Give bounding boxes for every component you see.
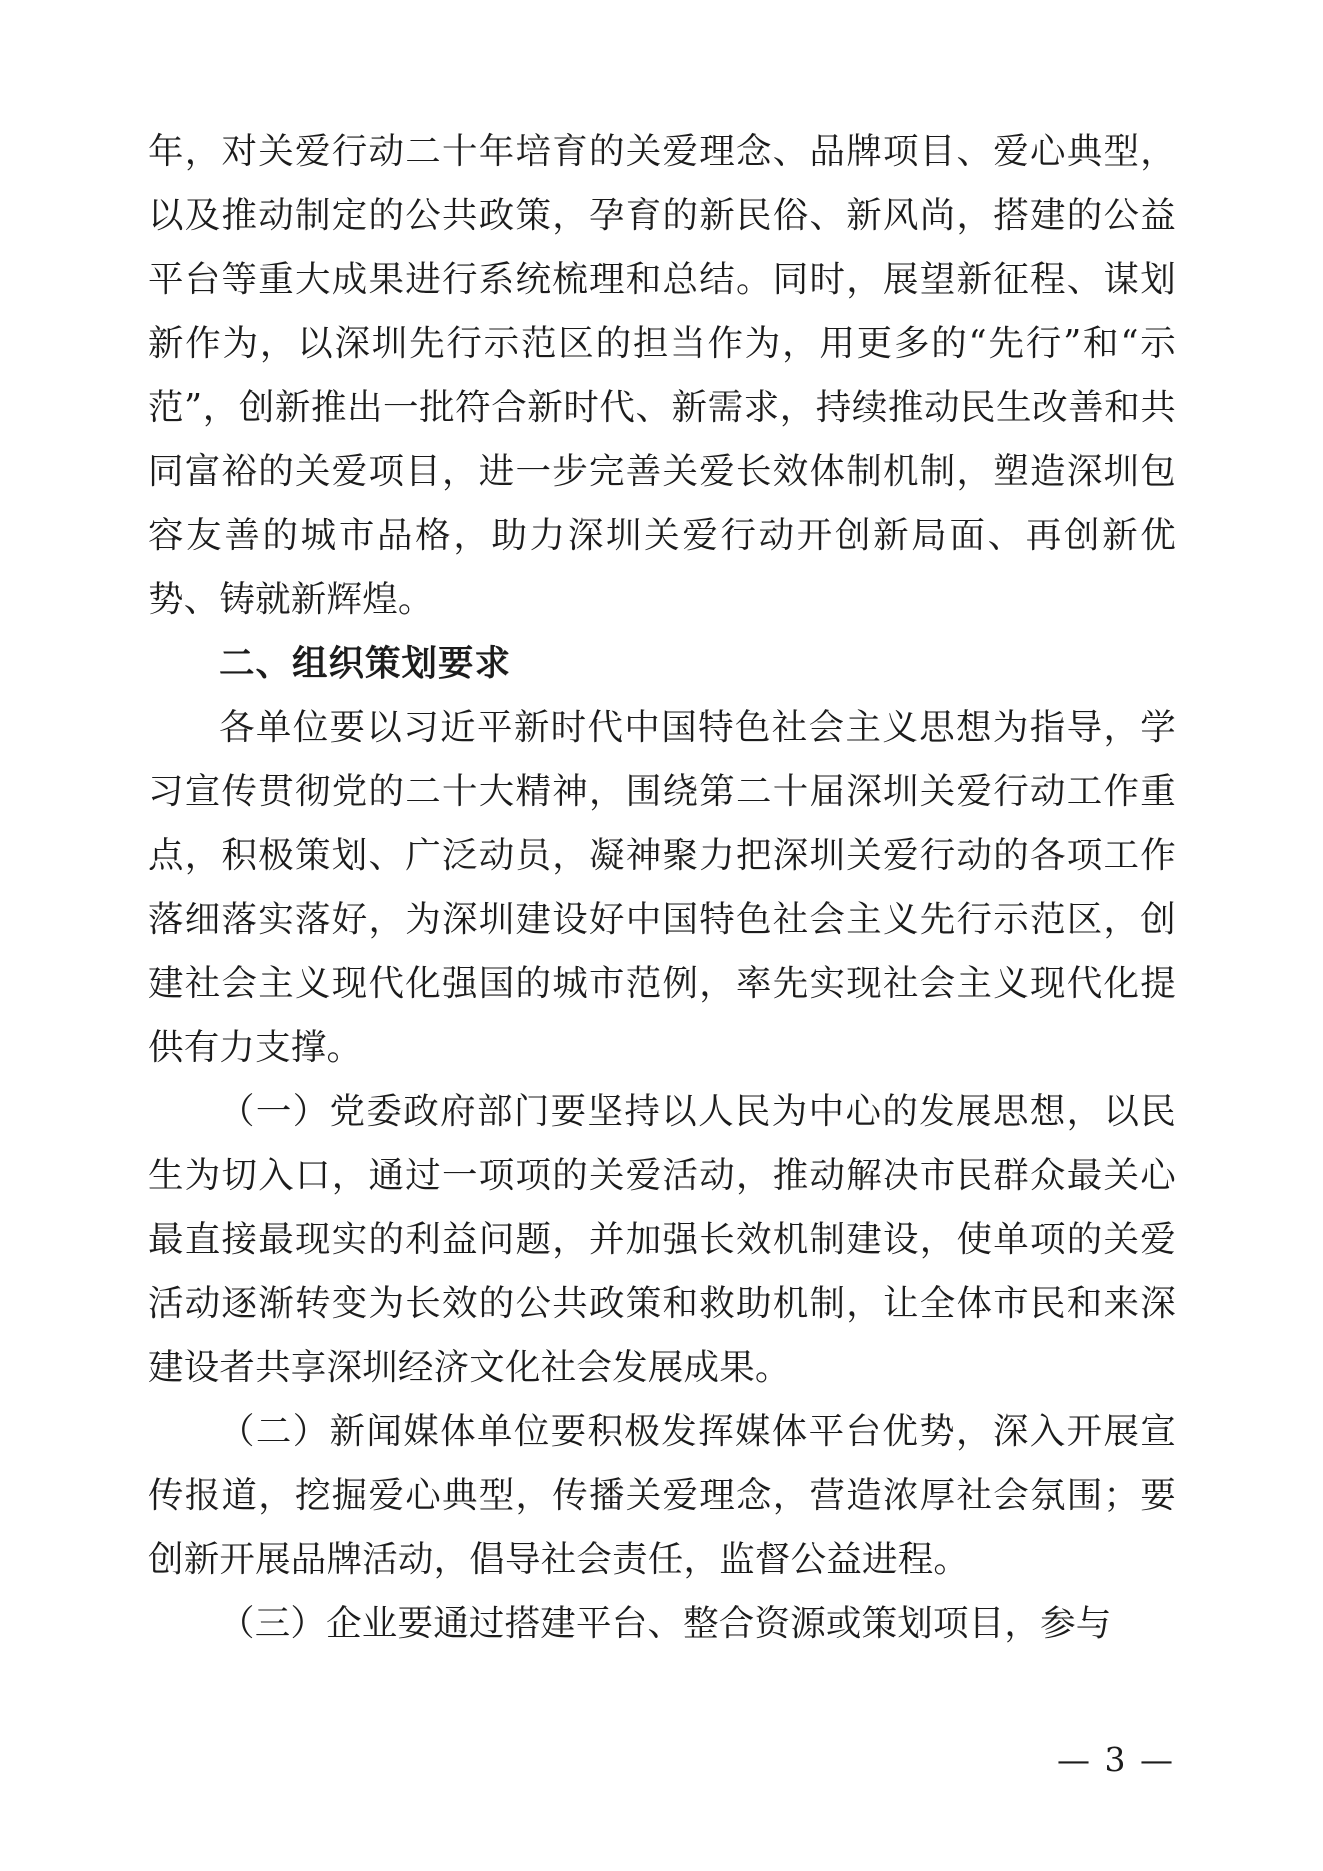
document-body bbox=[148, 120, 1176, 1656]
paragraph-item-three: （三）企业要通过搭建平台、整合资源或策划项目，参与 bbox=[219, 1603, 1112, 1644]
section-heading-two: 二、组织策划要求 bbox=[219, 643, 512, 684]
paragraph-continued: 年，对关爱行动二十年培育的关爱理念、品牌项目、爱心典型，以及推动制定的公共政策，孕育的新民俗、新风尚，搭建的公益平台等重大成果进行系统梳理和总结。同时，展望新征程、谋划新作为，以深圳先行示范区的担当作为，用更多的“先行”和“示范”，创新推出一批符合新时代、新需求，持续推动民生改善和共同富裕的关爱项目，进一步完善关爱长效体制机制，塑造深圳包容友善的城市品格，助力深圳关爱行动开创新局面、再创新优势、铸就新辉煌。 bbox=[148, 131, 1176, 620]
page-number: — 3 — bbox=[1057, 1740, 1175, 1779]
paragraph-item-one: （一）党委政府部门要坚持以人民为中心的发展思想，以民生为切入口，通过一项项的关爱活动，推动解决市民群众最关心最直接最现实的利益问题，并加强长效机制建设，使单项的关爱活动逐渐转变为长效的公共政策和救助机制，让全体市民和来深建设者共享深圳经济文化社会发展成果。 bbox=[148, 1091, 1176, 1388]
paragraph-item-two: （二）新闻媒体单位要积极发挥媒体平台优势，深入开展宣传报道，挖掘爱心典型，传播关爱理念，营造浓厚社会氛围；要创新开展品牌活动，倡导社会责任，监督公益进程。 bbox=[148, 1411, 1176, 1580]
paragraph-guidance: 各单位要以习近平新时代中国特色社会主义思想为指导，学习宣传贯彻党的二十大精神，围绕第二十届深圳关爱行动工作重点，积极策划、广泛动员，凝神聚力把深圳关爱行动的各项工作落细落实落好，为深圳建设好中国特色社会主义先行示范区，创建社会主义现代化强国的城市范例，率先实现社会主义现代化提供有力支撑。 bbox=[148, 707, 1176, 1068]
